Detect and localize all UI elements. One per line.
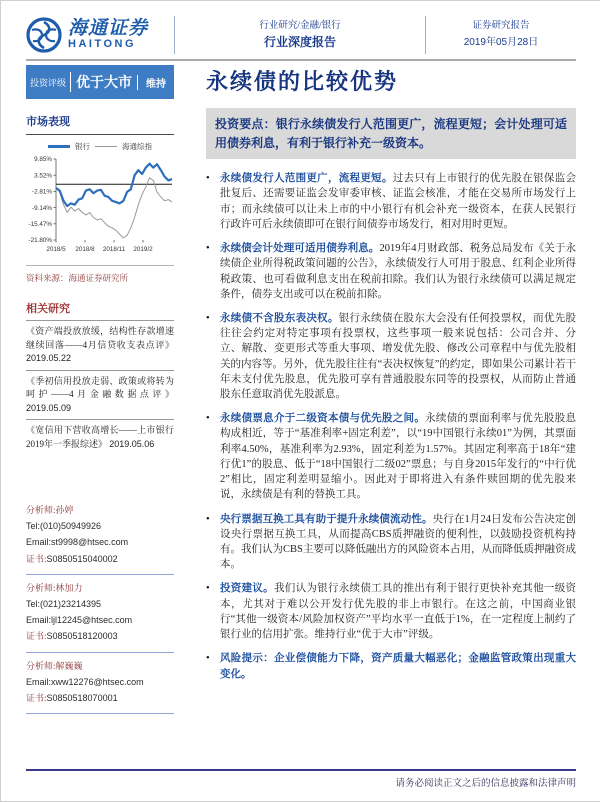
analyst-name-row bbox=[26, 658, 174, 674]
bullet-item bbox=[206, 311, 576, 402]
bullet-lead: 央行票据互换工具有助于提升永续债流动性。 bbox=[220, 513, 433, 525]
bullet-marker: • bbox=[206, 653, 210, 665]
bullet-marker: • bbox=[206, 583, 210, 595]
bullet-marker: • bbox=[206, 413, 210, 425]
legend-bank-label: 银行 bbox=[75, 142, 90, 151]
analyst-block bbox=[26, 575, 174, 653]
related-research-heading: 相关研究 bbox=[26, 303, 70, 315]
haitong-logo bbox=[26, 17, 174, 53]
bullet-text: 央行在1月24日发布公告决定创设央行票据互换工具，从而提高CBS质押融资的便利性，以鼓励投资机构持有。我们认为CBS主要可以降低融出方的风险资本占用，从而降低质押融资成本。 bbox=[220, 513, 577, 571]
analyst-cert-label: 证书: bbox=[26, 692, 47, 703]
report-date: 2019年05月28日 bbox=[463, 36, 539, 48]
bullet-list bbox=[206, 171, 576, 682]
footer-disclaimer: 请务必阅读正文之后的信息披露和法律声明 bbox=[395, 779, 576, 789]
bullet-item bbox=[206, 651, 576, 681]
key-points-box: 投资要点：银行永续债发行人范围更广，流程更短；会计处理可适用债券利息，有利于银行补充一级资本。 bbox=[206, 108, 576, 159]
svg-text:9.85%: 9.85% bbox=[34, 156, 52, 164]
bullet-text: 永续债的票面利率与优先股股息构成相近，等于“基准利率+固定利差”，以“19中国银行永续01”为例，其票面利率4.50%，基准利率为2.93%，固定利差为1.57%。其固定利率高于18年“建行优1”的股息、低于“18中国银行二级02”票息；与自身2015年发行的“中行优2”相比，固定利差明显缩小。因此对于即将进入有条件赎回期的优先股来说，永续债是有利的替换工具。 bbox=[220, 413, 576, 501]
bullet-text: 2019年4月财政部、税务总局发布《关于永续债企业所得税政策问题的公告》，永续债发行人可用于股息、红利企业所得税政策、也可看做利息支出在税前扣除。我们认为银行永续债可以满足规定条件，债券支出或可以在税前扣除。 bbox=[220, 243, 577, 300]
bullet-lead: 投资建议。 bbox=[220, 583, 274, 595]
analyst-cert-row bbox=[26, 551, 174, 567]
bullet-lead: 永续债不含股东表决权。 bbox=[220, 312, 339, 324]
analyst-cert-row bbox=[26, 628, 174, 644]
related-item-date: 2019.05.22 bbox=[26, 353, 72, 363]
analyst-email: Email:ljl12245@htsec.com bbox=[26, 615, 133, 626]
svg-text:-15.47%: -15.47% bbox=[28, 221, 52, 228]
analyst-role-label: 分析师: bbox=[26, 582, 56, 593]
bullet-item bbox=[206, 171, 576, 232]
analyst-block bbox=[26, 497, 174, 575]
svg-text:2018/5: 2018/5 bbox=[46, 246, 66, 253]
chart-source: 资料来源：海通证券研究所 bbox=[26, 273, 129, 283]
bullet-text: 我们认为银行永续债工具的推出有利于银行更快补充其他一级资本，尤其对于难以公开发行优先股的非上市银行。在这之前，中国商业银行“其他一级资本/风险加权资产”平均水平一直低于1%，在一定程度上制约了银行业的信用扩张。维持行业“优于大市”评级。 bbox=[220, 583, 576, 641]
haitong-logo-icon bbox=[26, 17, 62, 53]
logo-english: HAITONG bbox=[68, 38, 137, 51]
analyst-email: Email:xww12276@htsec.com bbox=[26, 676, 144, 687]
bullet-text: 过去只有上市银行的优先股在银保监会批复后、还需要证监会发审委审核、证监会核准，才能在交易所市场发行上市；而永续债可以让未上市的中小银行有机会补充一级资本，在获人民银行行政许可后永续债即可在银行间债券市场发行，相对用时更短。 bbox=[220, 173, 576, 230]
svg-text:-9.14%: -9.14% bbox=[32, 204, 52, 212]
analyst-cert-value: S0850518120003 bbox=[46, 631, 118, 642]
analyst-name: 解巍巍 bbox=[55, 660, 83, 671]
analyst-name-row bbox=[26, 502, 174, 518]
rating-label: 投资评级 bbox=[30, 77, 67, 88]
market-chart-svg bbox=[26, 154, 174, 258]
analyst-tel: Tel:(021)23214395 bbox=[26, 598, 102, 609]
svg-text:-2.81%: -2.81% bbox=[32, 188, 52, 196]
analyst-cert-label: 证书: bbox=[26, 631, 47, 642]
bullet-text: 银行永续债在股东大会没有任何投票权，而优先股往往会约定对特定事项有投票权，这些事项一般来说包括：公司合并、分立、解散、变更形式等重大事项、增发优先股、修改公司章程中与优先股相关的内容等。另外，优先股往往有“表决权恢复”的约定，即如果公司累计若干年未支付优先股息，优先股可享有普通股股东同等的投票权，从而防止普通股东任意取消优先股派息。 bbox=[220, 312, 576, 401]
bullet-marker: • bbox=[206, 513, 210, 525]
chart-legend bbox=[26, 141, 174, 152]
sidebar bbox=[26, 65, 174, 714]
market-rule bbox=[26, 134, 174, 135]
analysts-section bbox=[26, 497, 174, 714]
related-item bbox=[26, 419, 174, 451]
analyst-tel: Tel:(010)50949926 bbox=[26, 521, 102, 532]
bullet-marker: • bbox=[206, 312, 210, 324]
related-item-date: 2019.05.06 bbox=[109, 438, 155, 449]
bullet-lead: 风险提示：企业偿债能力下降，资产质量大幅恶化；金融监管政策出现重大变化。 bbox=[220, 653, 576, 680]
svg-text:2018/8: 2018/8 bbox=[75, 246, 95, 253]
analyst-role-label: 分析师: bbox=[26, 505, 56, 515]
report-category: 证券研究报告 bbox=[472, 21, 530, 32]
analyst-cert-value: S0850518070001 bbox=[46, 692, 118, 703]
header-rule bbox=[26, 59, 576, 61]
legend-bank-swatch bbox=[48, 145, 70, 148]
bullet-item bbox=[206, 581, 576, 642]
market-performance-heading: 市场表现 bbox=[26, 116, 70, 128]
bullet-item bbox=[206, 411, 576, 502]
svg-text:2019/2: 2019/2 bbox=[133, 246, 153, 253]
related-item-date: 2019.05.09 bbox=[26, 402, 72, 413]
related-item-title: 《季初信用投放走弱、政策或将转为呵护——4月金融数据点评》 bbox=[26, 375, 174, 399]
header-center bbox=[175, 19, 425, 51]
header-right bbox=[426, 19, 576, 50]
footer-rule bbox=[26, 769, 576, 771]
bullet-marker: • bbox=[206, 243, 210, 255]
analyst-name: 林加力 bbox=[55, 582, 83, 593]
analyst-name: 孙婷 bbox=[55, 505, 74, 515]
bullet-lead: 永续债发行人范围更广，流程更短。 bbox=[220, 173, 393, 185]
main-column bbox=[206, 65, 576, 691]
rating-box bbox=[26, 65, 174, 99]
analyst-role-label: 分析师: bbox=[26, 660, 56, 671]
analyst-cert-row bbox=[26, 690, 174, 706]
analyst-email: Email:st9998@htsec.com bbox=[26, 537, 129, 548]
page-title: 永续债的比较优势 bbox=[206, 69, 399, 94]
analyst-block bbox=[26, 653, 174, 715]
svg-text:-21.80%: -21.80% bbox=[28, 237, 52, 245]
report-type: 行业深度报告 bbox=[263, 35, 336, 50]
logo-text bbox=[68, 19, 148, 50]
bullet-marker: • bbox=[206, 173, 210, 185]
svg-text:3.52%: 3.52% bbox=[34, 172, 52, 180]
related-item bbox=[26, 370, 174, 416]
legend-index-label: 海通综指 bbox=[122, 142, 152, 151]
bullet-item bbox=[206, 512, 576, 573]
report-header bbox=[26, 13, 576, 57]
logo-chinese: 海通证券 bbox=[68, 18, 149, 40]
analyst-name-row bbox=[26, 580, 174, 596]
rating-value: 优于大市 bbox=[70, 72, 137, 92]
rating-status: 维持 bbox=[137, 75, 166, 90]
bullet-item bbox=[206, 241, 576, 302]
bullet-lead: 永续债会计处理可适用债券利息。 bbox=[220, 243, 380, 255]
bullet-lead: 永续债票息介于二级资本债与优先股之间。 bbox=[220, 413, 426, 425]
related-item-title: 《资产端投放放缓，结构性存款增速继续回落——4月信贷收支表点评》 bbox=[26, 326, 174, 350]
svg-text:2018/11: 2018/11 bbox=[102, 246, 126, 253]
related-item-title: 《宽信用下营收高增长——上市银行2019年一季报综述》 bbox=[26, 425, 174, 449]
analyst-cert-value: S0850515040002 bbox=[46, 553, 118, 564]
industry-breadcrumb: 行业研究/金融/银行 bbox=[259, 20, 341, 31]
market-chart bbox=[26, 154, 174, 263]
source-rule bbox=[26, 265, 174, 266]
legend-index-swatch bbox=[95, 146, 117, 147]
related-item bbox=[26, 320, 174, 366]
analyst-cert-label: 证书: bbox=[26, 553, 47, 564]
